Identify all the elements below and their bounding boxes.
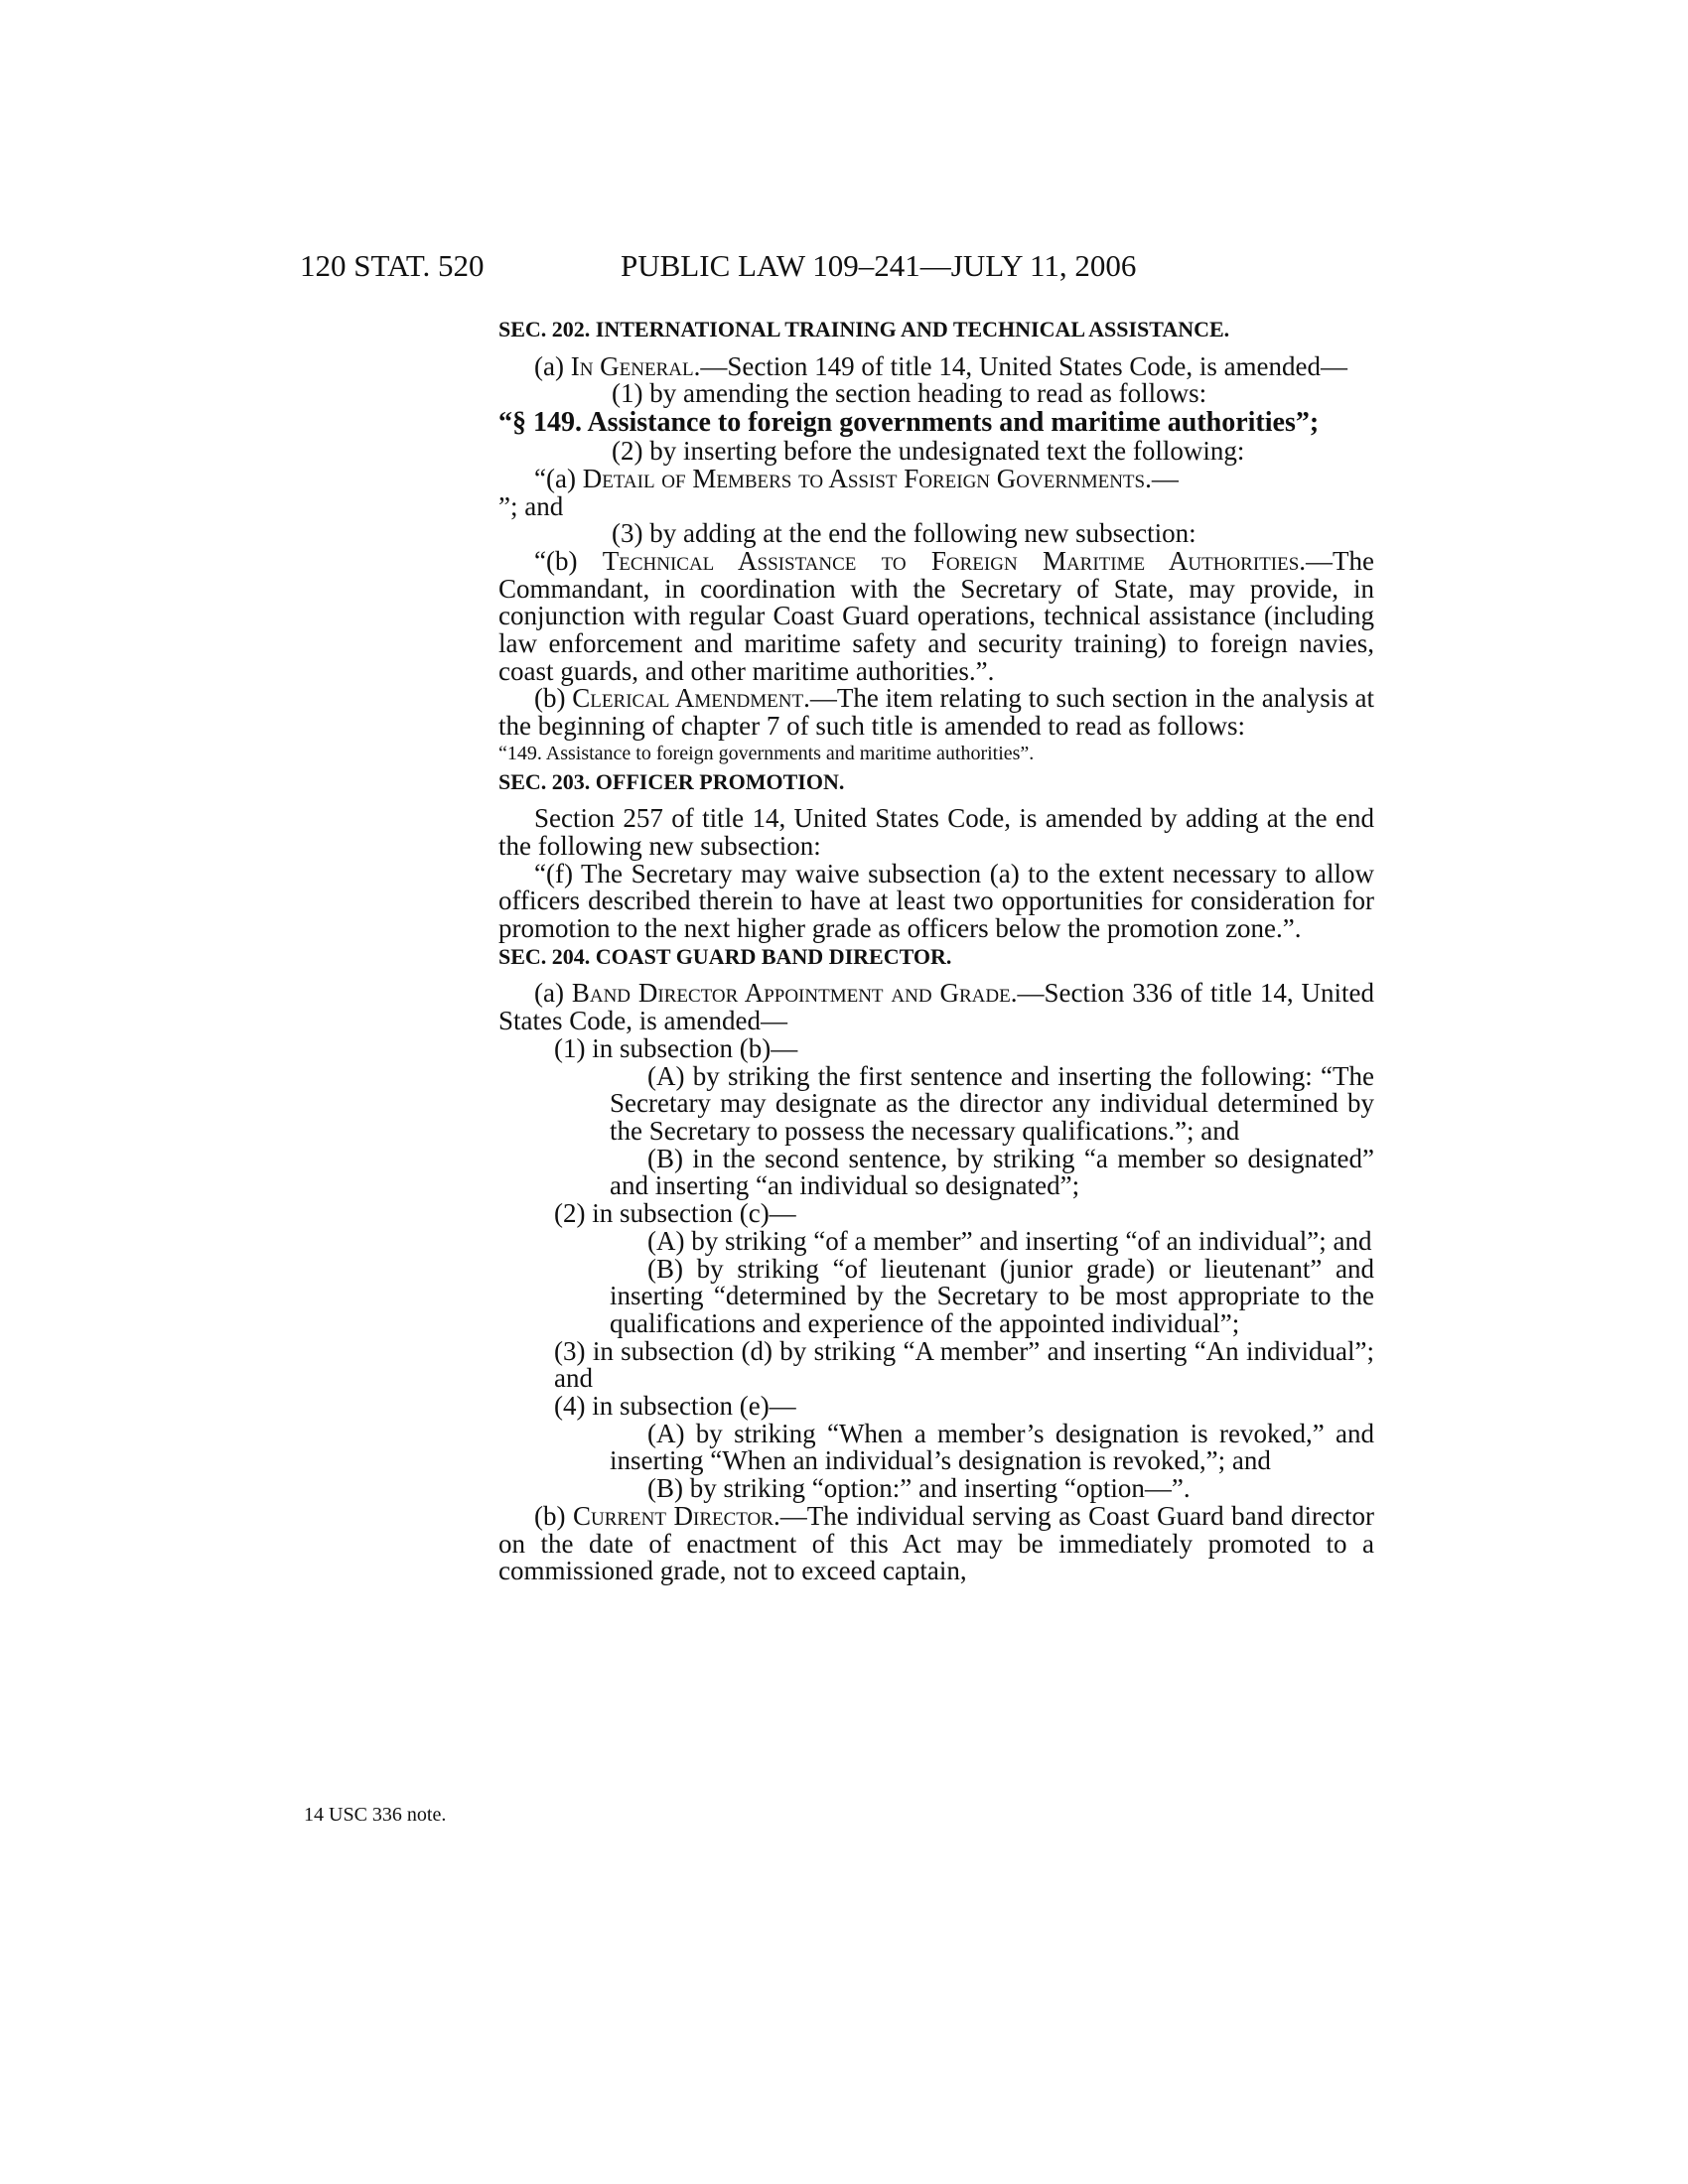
section-204-a3: (3) in subsection (d) by striking “A member” and inserting “An individual”; and <box>554 1335 1374 1394</box>
section-203-f: “(f) The Secretary may waive subsection (a) to the extent necessary to allow officers described therein to have at least two opportunities for consideration for promotion to the next higher grade as officers below the promotion zone.”. <box>498 858 1374 944</box>
section-202-a2-quote: “(a) Detail of Members to Assist Foreign Governments.— <box>534 463 1179 493</box>
section-149-heading: “§ 149. Assistance to foreign governments and maritime authorities”; <box>498 407 1320 439</box>
section-203-heading: SEC. 203. OFFICER PROMOTION. <box>498 768 845 794</box>
section-202-a2-close: ”; and <box>498 490 564 521</box>
section-204-a4A: (A) by striking “When a member’s designation is revoked,” and inserting “When an individual’s designation is revoked,”; and <box>610 1418 1374 1476</box>
section-204-a4: (4) in subsection (e)— <box>554 1391 796 1422</box>
margin-note: 14 USC 336 note. <box>304 1804 447 1826</box>
section-203-intro: Section 257 of title 14, United States Code, is amended by adding at the end the following new subsection: <box>498 803 1374 861</box>
section-202-a: (a) In General.—Section 149 of title 14, United States Code, is amended— <box>534 350 1348 381</box>
caption: Current Director <box>572 1500 774 1531</box>
section-204-a1: (1) in subsection (b)— <box>554 1032 798 1063</box>
section-202-a1: (1) by amending the section heading to read as follows: <box>612 378 1207 409</box>
section-204-a1B: (B) in the second sentence, by striking “a member so designated” and inserting “an individual so designated”; <box>610 1143 1374 1201</box>
document-body <box>498 316 1374 1585</box>
caption: Clerical Amendment <box>572 683 804 714</box>
section-204-a2: (2) in subsection (c)— <box>554 1198 796 1229</box>
section-202-b: (b) Clerical Amendment.—The item relating to such section in the analysis at the beginning of chapter 7 of such title is amended to read as follows: <box>498 683 1375 742</box>
caption: Technical Assistance to Foreign Maritime Authorities <box>602 545 1300 576</box>
running-head: PUBLIC LAW 109–241—JULY 11, 2006 <box>621 248 1137 283</box>
section-202-a3: (3) by adding at the end the following new subsection: <box>612 518 1196 549</box>
section-202-a2: (2) by inserting before the undesignated text the following: <box>612 436 1245 467</box>
section-204-a4B: (B) by striking “option:” and inserting “option—”. <box>647 1473 1191 1504</box>
section-204-a2B: (B) by striking “of lieutenant (junior grade) or lieutenant” and inserting “determined by the Secretary to be most appropriate to the qualifications and experience of the appointed individual”; <box>610 1253 1374 1338</box>
section-202-heading: SEC. 202. INTERNATIONAL TRAINING AND TECHNICAL ASSISTANCE. <box>498 317 1230 341</box>
caption: Detail of Members to Assist Foreign Governments <box>582 463 1146 493</box>
section-204-heading: SEC. 204. COAST GUARD BAND DIRECTOR. <box>498 943 952 969</box>
caption: In General <box>570 350 694 381</box>
section-204-a2A: (A) by striking “of a member” and inserting “of an individual”; and <box>647 1225 1372 1256</box>
section-202-b-quote: “(b) Technical Assistance to Foreign Maritime Authorities.—The Commandant, in coordination with the Secretary of State, may provide, in conjunction with regular Coast Guard operations, technical assistance (including law enforcement and maritime safety and security training) to foreign navies, coast guards, and other maritime authorities.”. <box>498 545 1374 686</box>
caption: Band Director Appointment and Grade <box>571 978 1011 1009</box>
section-204-b: (b) Current Director.—The individual serving as Coast Guard band director on the date of enactment of this Act may be immediately promoted to a commissioned grade, not to exceed captain, <box>498 1500 1375 1586</box>
analysis-item: “149. Assistance to foreign governments and maritime authorities”. <box>498 742 1035 764</box>
page-header <box>0 248 1688 288</box>
section-204-a1A: (A) by striking the first sentence and inserting the following: “The Secretary may designate as the director any individual determined by the Secretary to possess the necessary qualifications.”; and <box>610 1060 1374 1146</box>
stat-page-number: 120 STAT. 520 <box>300 248 485 283</box>
section-204-a: (a) Band Director Appointment and Grade.—Section 336 of title 14, United States Code, is amended— <box>498 978 1375 1036</box>
